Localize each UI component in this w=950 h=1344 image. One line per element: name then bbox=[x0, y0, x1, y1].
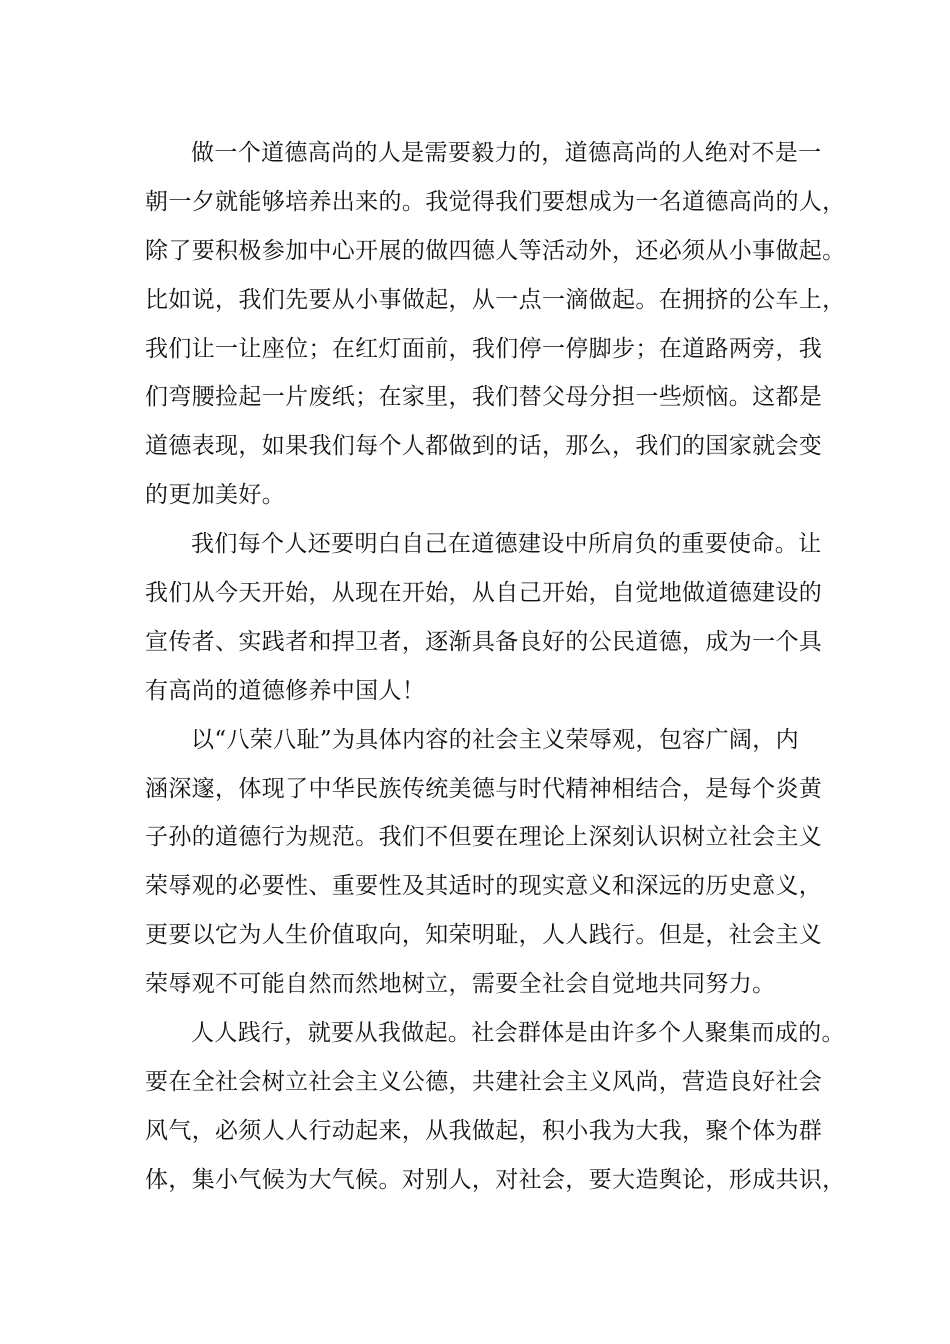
text-line: 的更加美好。 bbox=[145, 482, 286, 509]
text-line: 我们让一让座位；在红灯面前，我们停一停脚步；在道路两旁，我 bbox=[145, 335, 823, 362]
text-line: 子孙的道德行为规范。我们不但要在理论上深刻认识树立社会主义 bbox=[145, 824, 823, 851]
text-line: 朝一夕就能够培养出来的。我觉得我们要想成为一名道德高尚的人， bbox=[145, 188, 846, 215]
text-line: 我们每个人还要明白自己在道德建设中所肩负的重要使命。让 bbox=[191, 531, 822, 558]
text-line: 宣传者、实践者和捍卫者，逐渐具备良好的公民道德，成为一个具 bbox=[145, 628, 823, 655]
paragraph-4 bbox=[145, 1009, 846, 1205]
text-line: 以“八荣八耻”为具体内容的社会主义荣辱观，包容广阔，内 bbox=[191, 726, 799, 753]
text-line: 我们从今天开始，从现在开始，从自己开始，自觉地做道德建设的 bbox=[145, 580, 823, 607]
text-line: 有高尚的道德修养中国人！ bbox=[145, 677, 426, 704]
text-line: 要在全社会树立社会主义公德，共建社会主义风尚，营造良好社会 bbox=[145, 1068, 823, 1095]
text-line: 除了要积极参加中心开展的做四德人等活动外，还必须从小事做起。 bbox=[145, 237, 846, 264]
text-line: 道德表现，如果我们每个人都做到的话，那么，我们的国家就会变 bbox=[145, 433, 823, 460]
text-line: 人人践行，就要从我做起。社会群体是由许多个人聚集而成的。 bbox=[191, 1020, 845, 1047]
document-body bbox=[145, 129, 846, 1205]
paragraph-2 bbox=[145, 520, 823, 716]
text-line: 做一个道德高尚的人是需要毅力的，道德高尚的人绝对不是一 bbox=[191, 140, 822, 166]
text-line: 荣辱观的必要性、重要性及其适时的现实意义和深远的历史意义， bbox=[145, 873, 823, 900]
paragraph-1 bbox=[145, 129, 846, 520]
paragraph-3 bbox=[145, 716, 823, 1009]
text-line: 风气，必须人人行动起来，从我做起，积小我为大我，聚个体为群 bbox=[145, 1117, 823, 1144]
text-line: 涵深邃，体现了中华民族传统美德与时代精神相结合，是每个炎黄 bbox=[145, 775, 823, 802]
text-line: 们弯腰捡起一片废纸；在家里，我们替父母分担一些烦恼。这都是 bbox=[145, 384, 823, 411]
text-line: 荣辱观不可能自然而然地树立，需要全社会自觉地共同努力。 bbox=[145, 971, 776, 998]
text-line: 比如说，我们先要从小事做起，从一点一滴做起。在拥挤的公车上， bbox=[145, 286, 846, 313]
text-line: 体，集小气候为大气候。对别人，对社会，要大造舆论，形成共识， bbox=[145, 1166, 846, 1193]
text-line: 更要以它为人生价值取向，知荣明耻，人人践行。但是，社会主义 bbox=[145, 922, 823, 949]
